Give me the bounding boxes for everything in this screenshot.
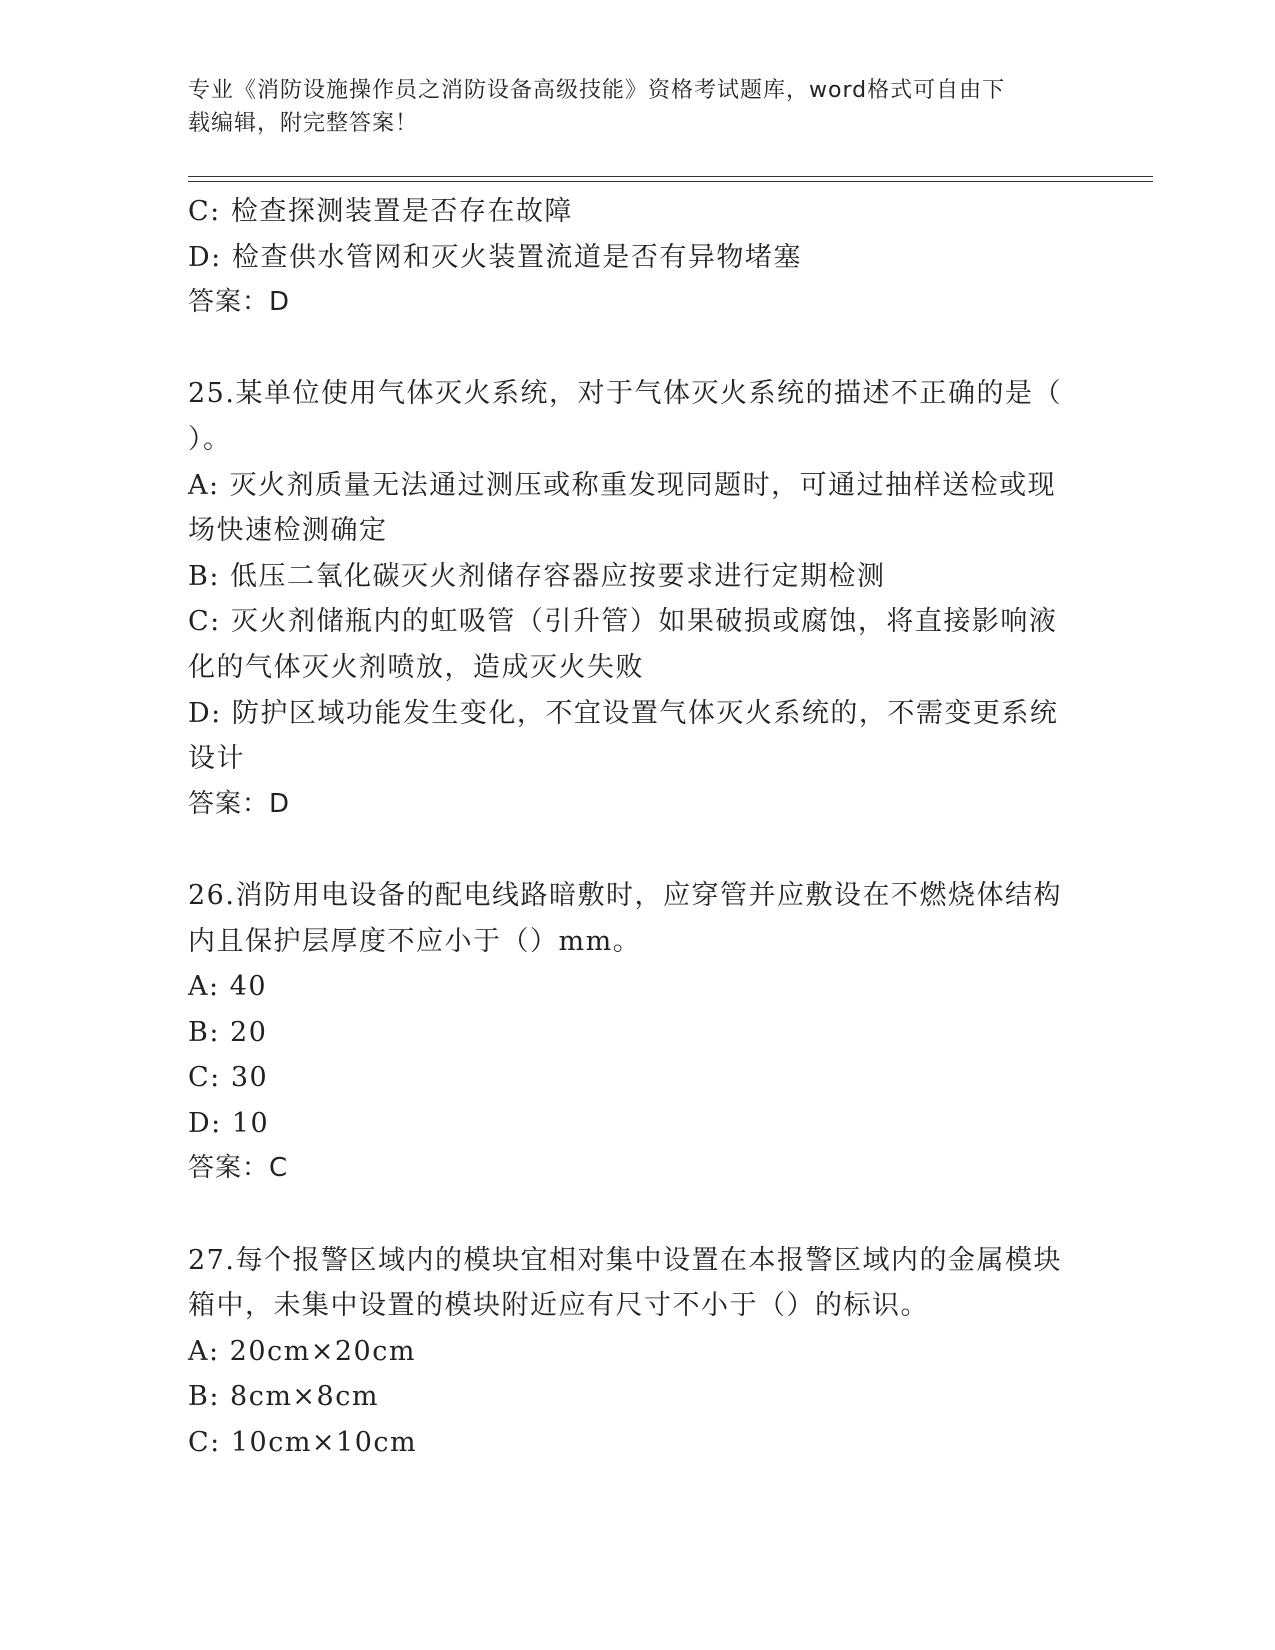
question-25 (188, 371, 1083, 827)
option-c: C: 30 (188, 1062, 269, 1094)
question-stem: 26.消防用电设备的配电线路暗敷时，应穿管并应敷设在不燃烧体结构 (188, 879, 1062, 911)
option-a-cont: 场快速检测确定 (188, 515, 388, 547)
question-26 (188, 873, 1083, 1192)
option-a: A: 40 (188, 971, 268, 1003)
option-b: B: 8cm×8cm (188, 1381, 379, 1413)
question-stem: 27.每个报警区域内的模块宜相对集中设置在本报警区域内的金属模块 (188, 1244, 1062, 1276)
previous-question-tail (188, 189, 1083, 326)
document-header (188, 74, 1088, 140)
spacer (188, 827, 1083, 873)
question-stem-cont: 内且保护层厚度不应小于（）mm。 (188, 925, 642, 957)
question-27 (188, 1238, 1083, 1466)
option-d-cont: 设计 (188, 743, 245, 775)
header-line-2: 载编辑，附完整答案！ (188, 111, 419, 136)
answer: 答案：D (188, 788, 291, 819)
question-stem-cont: ）。 (188, 423, 232, 455)
option-b: B: 低压二氧化碳灭火剂储存容器应按要求进行定期检测 (188, 560, 886, 592)
option-a: A: 20cm×20cm (188, 1335, 416, 1367)
option-d: D: 防护区域功能发生变化，不宜设置气体灭火系统的，不需变更系统 (188, 697, 1059, 729)
option-d: D: 检查供水管网和灭火装置流道是否有异物堵塞 (188, 241, 802, 273)
option-d: D: 10 (188, 1107, 270, 1139)
option-c-cont: 化的气体灭火剂喷放，造成灭火失败 (188, 651, 644, 683)
question-stem-cont: 箱中，未集中设置的模块附近应有尺寸不小于（）的标识。 (188, 1290, 929, 1322)
question-stem: 25.某单位使用气体灭火系统，对于气体灭火系统的描述不正确的是（ (188, 378, 1062, 410)
spacer (188, 326, 1083, 372)
option-b: B: 20 (188, 1016, 268, 1048)
question-content (188, 189, 1083, 1466)
option-c: C: 灭火剂储瓶内的虹吸管（引升管）如果破损或腐蚀，将直接影响液 (188, 606, 1058, 638)
answer: 答案：C (188, 1153, 289, 1184)
header-line-1: 专业《消防设施操作员之消防设备高级技能》资格考试题库，word格式可自由下 (188, 78, 1006, 103)
option-a: A: 灭火剂质量无法通过测压或称重发现同题时，可通过抽样送检或现 (188, 469, 1057, 501)
answer: 答案：D (188, 287, 291, 318)
option-c: C: 10cm×10cm (188, 1427, 418, 1459)
option-c: C: 检查探测装置是否存在故障 (188, 196, 573, 227)
header-divider-top (188, 176, 1153, 177)
spacer (188, 1192, 1083, 1238)
header-divider-bottom (188, 181, 1153, 182)
